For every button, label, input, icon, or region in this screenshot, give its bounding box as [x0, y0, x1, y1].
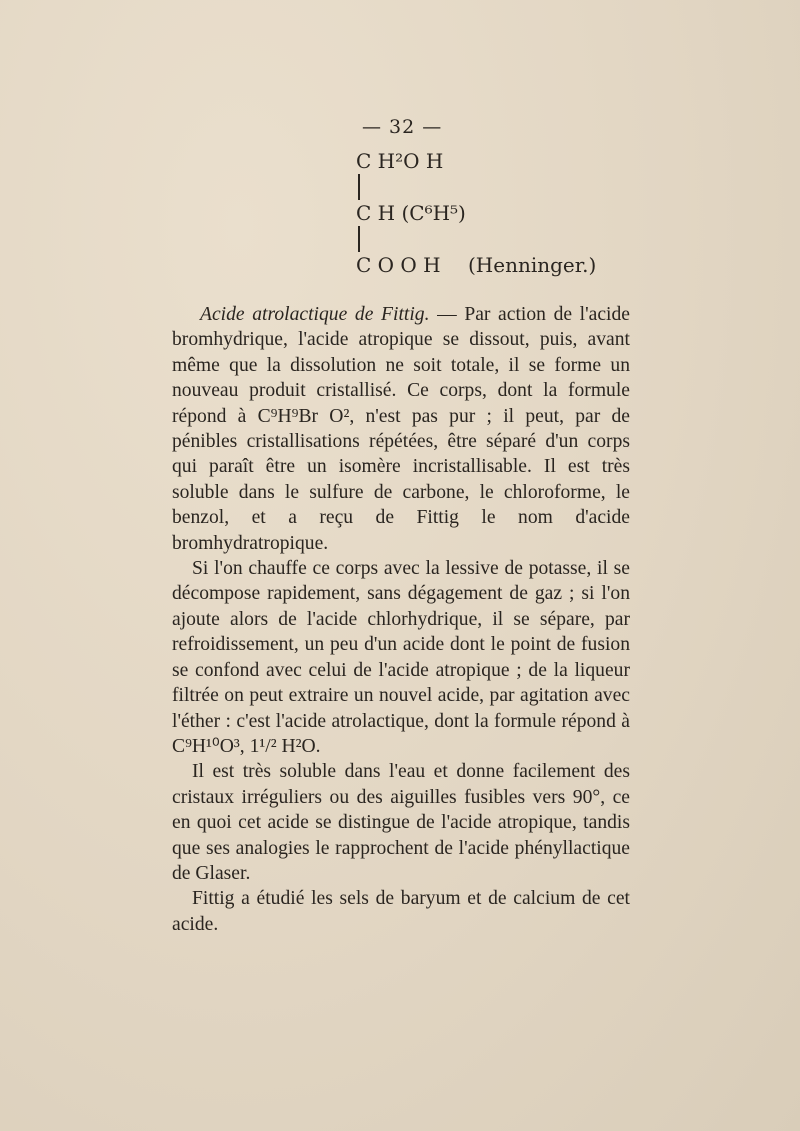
paragraph-1-text: — Par action de l'acide bromhydrique, l'acide atropique se dissout, puis, avant même que la dissolution ne soit totale, il se forme un nouveau produit cristallisé. Ce corps, dont la formule répond à C⁹H⁹Br O², n'est pas pur ; il peut, par de pénibles cristallisations répétées, être séparé d'un corps qui paraît être un isomère incristallisable. Il est très soluble dans le sulfure de carbone, le chloroforme, le benzol, et a reçu de Fittig le nom d'acide bromhydratropique. — [172, 304, 630, 554]
formula-attribution: (Henninger.) — [468, 253, 597, 277]
bond-line-1 — [358, 174, 360, 200]
paragraph-2: Si l'on chauffe ce corps avec la lessive de potasse, il se décompose rapidement, sans dégagement de gaz ; si l'on ajoute alors de l'acide chlorhydrique, il se sépare, par refroidissement, un peu d'un acide dont le point de fusion se confond avec celui de l'acide atropique ; de la liqueur filtrée on peut extraire un nouvel acide, par agitation avec l'éther : c'est l'acide atrolactique, dont la formule répond à C⁹H¹⁰O³, 1¹/² H²O. — [172, 558, 630, 757]
formula-cooh-text: C O O H — [356, 253, 441, 277]
formula-line-cooh — [356, 252, 597, 278]
section-heading: Acide atrolactique de Fittig. — [200, 304, 430, 325]
structural-formula — [356, 148, 597, 278]
paragraph-3: Il est très soluble dans l'eau et donne facilement des cristaux irréguliers ou des aiguilles fusibles vers 90°, ce en quoi cet acide se distingue de l'acide atropique, tandis que ses analogies le rapprochent de l'acide phényllactique de Glaser. — [172, 761, 630, 884]
paragraph-4: Fittig a étudié les sels de baryum et de calcium de cet acide. — [172, 888, 630, 935]
body-text — [172, 302, 630, 937]
page-number: — 32 — — [362, 116, 443, 138]
formula-line-ch2oh: C H²O H — [356, 149, 444, 173]
bond-line-2 — [358, 226, 360, 252]
paragraph-1 — [172, 302, 630, 556]
formula-line-ch-c6h5: C H (C⁶H⁵) — [356, 201, 466, 225]
